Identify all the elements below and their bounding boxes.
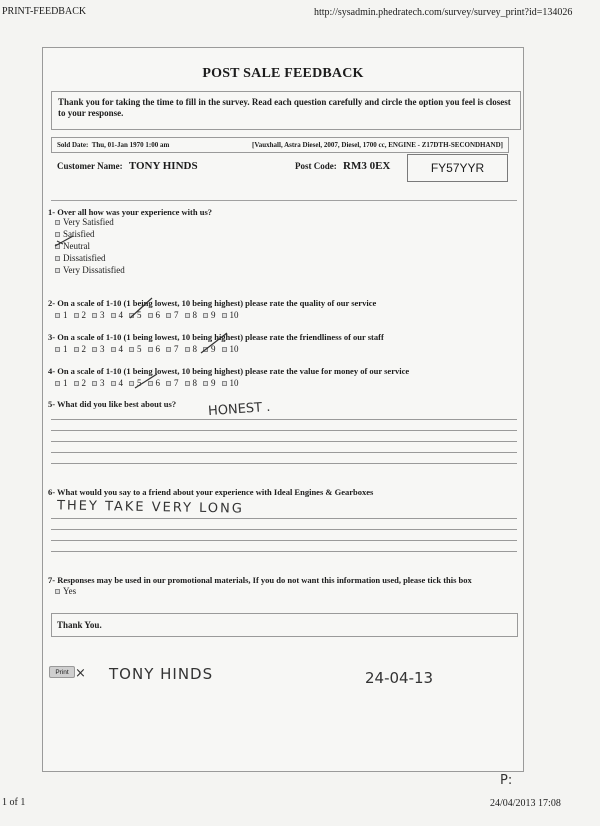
scale-label: 5 bbox=[137, 378, 142, 388]
scale-option[interactable] bbox=[111, 310, 124, 320]
answer-line bbox=[51, 463, 517, 464]
scale-option[interactable] bbox=[74, 378, 87, 388]
scale-label: 8 bbox=[192, 310, 197, 320]
scale-label: 1 bbox=[63, 310, 68, 320]
scale-option[interactable] bbox=[111, 378, 124, 388]
form-title: POST SALE FEEDBACK bbox=[202, 66, 364, 81]
answer-line bbox=[51, 430, 517, 431]
checkbox[interactable] bbox=[166, 381, 171, 386]
postcode-value: RM3 0EX bbox=[343, 160, 391, 172]
checkbox[interactable] bbox=[166, 313, 171, 318]
checkbox[interactable] bbox=[148, 347, 153, 352]
scale-label: 5 bbox=[137, 310, 142, 320]
postcode-label: Post Code: bbox=[295, 161, 337, 171]
checkbox[interactable] bbox=[55, 256, 60, 261]
page-count: 1 of 1 bbox=[2, 797, 26, 808]
scale-label: 2 bbox=[81, 378, 86, 388]
q1-option[interactable] bbox=[55, 216, 125, 228]
checkbox[interactable] bbox=[185, 381, 190, 386]
scale-option[interactable] bbox=[185, 378, 198, 388]
scale-option[interactable] bbox=[222, 378, 239, 388]
scale-option[interactable] bbox=[203, 310, 216, 320]
checkbox[interactable] bbox=[74, 381, 79, 386]
option-label: Dissatisfied bbox=[63, 253, 106, 263]
q1-title: 1- Over all how was your experience with us? bbox=[48, 207, 213, 217]
q1-tick-mark bbox=[53, 234, 77, 248]
scale-option[interactable] bbox=[129, 344, 142, 354]
scale-label: 10 bbox=[229, 378, 239, 388]
scale-label: 3 bbox=[100, 344, 105, 354]
scale-label: 2 bbox=[81, 344, 86, 354]
scale-label: 5 bbox=[137, 344, 142, 354]
scale-label: 4 bbox=[118, 344, 123, 354]
scale-label: 6 bbox=[155, 344, 160, 354]
checkbox[interactable] bbox=[74, 313, 79, 318]
q6-handwritten-answer: THEY TAKE VERY LONG bbox=[56, 498, 245, 517]
option-label: Very Dissatisfied bbox=[63, 265, 125, 275]
scale-label: 1 bbox=[63, 378, 68, 388]
page-scribble: P: bbox=[500, 773, 513, 788]
scale-label: 10 bbox=[229, 310, 239, 320]
answer-line bbox=[51, 518, 517, 519]
checkbox[interactable] bbox=[55, 220, 60, 225]
checkbox[interactable] bbox=[74, 347, 79, 352]
sold-date bbox=[57, 141, 169, 149]
q1-option[interactable] bbox=[55, 252, 125, 264]
checkbox[interactable] bbox=[185, 347, 190, 352]
divider bbox=[51, 200, 517, 201]
scale-option[interactable] bbox=[74, 310, 87, 320]
q3-tick-mark bbox=[199, 331, 229, 355]
scale-label: 3 bbox=[100, 378, 105, 388]
print-datetime: 24/04/2013 17:08 bbox=[490, 798, 561, 809]
scale-option[interactable] bbox=[222, 310, 239, 320]
q5-handwritten-answer: HONEST . bbox=[207, 399, 271, 420]
scale-label: 7 bbox=[174, 344, 179, 354]
signature-mark: × bbox=[75, 666, 86, 681]
scale-option[interactable] bbox=[55, 344, 68, 354]
q7-option[interactable] bbox=[55, 585, 76, 597]
scale-option[interactable] bbox=[203, 378, 216, 388]
scale-option[interactable] bbox=[166, 378, 179, 388]
q2-title: 2- On a scale of 1-10 (1 being lowest, 10 being highest) please rate the quality of our service bbox=[48, 298, 377, 308]
customer-label: Customer Name: bbox=[57, 161, 123, 171]
checkbox[interactable] bbox=[203, 313, 208, 318]
intro-box: Thank you for taking the time to fill in the survey. Read each question carefully and circle the option you feel is closest to your response. bbox=[51, 91, 521, 130]
answer-line bbox=[51, 540, 517, 541]
vehicle-details: [Vauxhall, Astra Diesel, 2007, Diesel, 1700 cc, ENGINE - Z17DTH-SECONDHAND] bbox=[252, 141, 503, 149]
q6-title: 6- What would you say to a friend about your experience with Ideal Engines & Gearboxes bbox=[48, 487, 374, 497]
scale-option[interactable] bbox=[92, 344, 105, 354]
scale-label: 8 bbox=[192, 344, 197, 354]
scale-label: 2 bbox=[81, 310, 86, 320]
scale-option[interactable] bbox=[55, 378, 68, 388]
sold-date-label: Sold Date: bbox=[57, 141, 89, 149]
scale-label: 4 bbox=[118, 310, 123, 320]
q4-tick-mark bbox=[133, 372, 159, 390]
scale-label: 6 bbox=[155, 310, 160, 320]
q3-title: 3- On a scale of 1-10 (1 being lowest, 10 being highest) please rate the friendliness of our staff bbox=[48, 332, 384, 342]
scale-option[interactable] bbox=[92, 310, 105, 320]
scale-label: 1 bbox=[63, 344, 68, 354]
scale-label: 7 bbox=[174, 310, 179, 320]
scale-option[interactable] bbox=[74, 344, 87, 354]
checkbox[interactable] bbox=[55, 313, 60, 318]
scale-label: 6 bbox=[155, 378, 160, 388]
scale-label: 10 bbox=[229, 344, 239, 354]
q7-title: 7- Responses may be used in our promotional materials, If you do not want this information used, please tick this box bbox=[48, 575, 472, 585]
signed-date: 24-04-13 bbox=[365, 669, 434, 687]
q1-option[interactable] bbox=[55, 264, 125, 276]
q2-tick-mark bbox=[128, 296, 154, 320]
scale-option[interactable] bbox=[166, 344, 179, 354]
sold-info bbox=[51, 137, 509, 153]
signature: TONY HINDS bbox=[109, 665, 214, 683]
checkbox[interactable] bbox=[111, 381, 116, 386]
scale-label: 9 bbox=[211, 344, 216, 354]
checkbox[interactable] bbox=[55, 347, 60, 352]
browser-title: PRINT-FEEDBACK bbox=[2, 6, 87, 17]
scale-label: 8 bbox=[192, 378, 197, 388]
q7-options bbox=[55, 585, 76, 597]
checkbox[interactable] bbox=[185, 313, 190, 318]
scale-label: 4 bbox=[118, 378, 123, 388]
checkbox[interactable] bbox=[55, 268, 60, 273]
scale-label: 9 bbox=[211, 378, 216, 388]
thank-you-box: Thank You. bbox=[51, 613, 518, 637]
checkbox[interactable] bbox=[111, 347, 116, 352]
q5-title: 5- What did you like best about us? bbox=[48, 399, 177, 409]
checkbox[interactable] bbox=[222, 381, 227, 386]
checkbox[interactable] bbox=[111, 313, 116, 318]
print-button[interactable]: Print bbox=[49, 666, 75, 678]
option-label: Yes bbox=[63, 586, 77, 596]
answer-line bbox=[51, 419, 517, 420]
post-code bbox=[295, 160, 390, 172]
checkbox[interactable] bbox=[129, 347, 134, 352]
scale-option[interactable] bbox=[185, 344, 198, 354]
checkbox[interactable] bbox=[92, 313, 97, 318]
scale-label: 9 bbox=[211, 310, 216, 320]
option-label: Satisfied bbox=[63, 229, 95, 239]
checkbox[interactable] bbox=[203, 381, 208, 386]
customer-name-value: TONY HINDS bbox=[128, 160, 198, 172]
scale-option[interactable] bbox=[166, 310, 179, 320]
registration-box: FY57YYR bbox=[407, 154, 508, 182]
checkbox[interactable] bbox=[166, 347, 171, 352]
option-label: Neutral bbox=[63, 241, 90, 251]
checkbox[interactable] bbox=[92, 347, 97, 352]
scale-option[interactable] bbox=[148, 344, 161, 354]
q4-title: 4- On a scale of 1-10 (1 being lowest, 10 being highest) please rate the value for money of our service bbox=[48, 366, 410, 376]
option-label: Very Satisfied bbox=[63, 217, 114, 227]
answer-line bbox=[51, 441, 517, 442]
page-url: http://sysadmin.phedratech.com/survey/survey_print?id=134026 bbox=[314, 7, 573, 18]
feedback-sheet bbox=[42, 47, 524, 772]
customer-name bbox=[57, 160, 198, 172]
sold-date-value: Thu, 01-Jan 1970 1:00 am bbox=[91, 141, 170, 149]
scale-option[interactable] bbox=[111, 344, 124, 354]
checkbox[interactable] bbox=[92, 381, 97, 386]
checkbox[interactable] bbox=[55, 381, 60, 386]
scale-option[interactable] bbox=[55, 310, 68, 320]
answer-line bbox=[51, 452, 517, 453]
answer-line bbox=[51, 529, 517, 530]
scale-option[interactable] bbox=[92, 378, 105, 388]
scale-label: 7 bbox=[174, 378, 179, 388]
checkbox[interactable] bbox=[222, 313, 227, 318]
answer-line bbox=[51, 551, 517, 552]
scale-option[interactable] bbox=[185, 310, 198, 320]
checkbox[interactable] bbox=[55, 589, 60, 594]
scale-label: 3 bbox=[100, 310, 105, 320]
